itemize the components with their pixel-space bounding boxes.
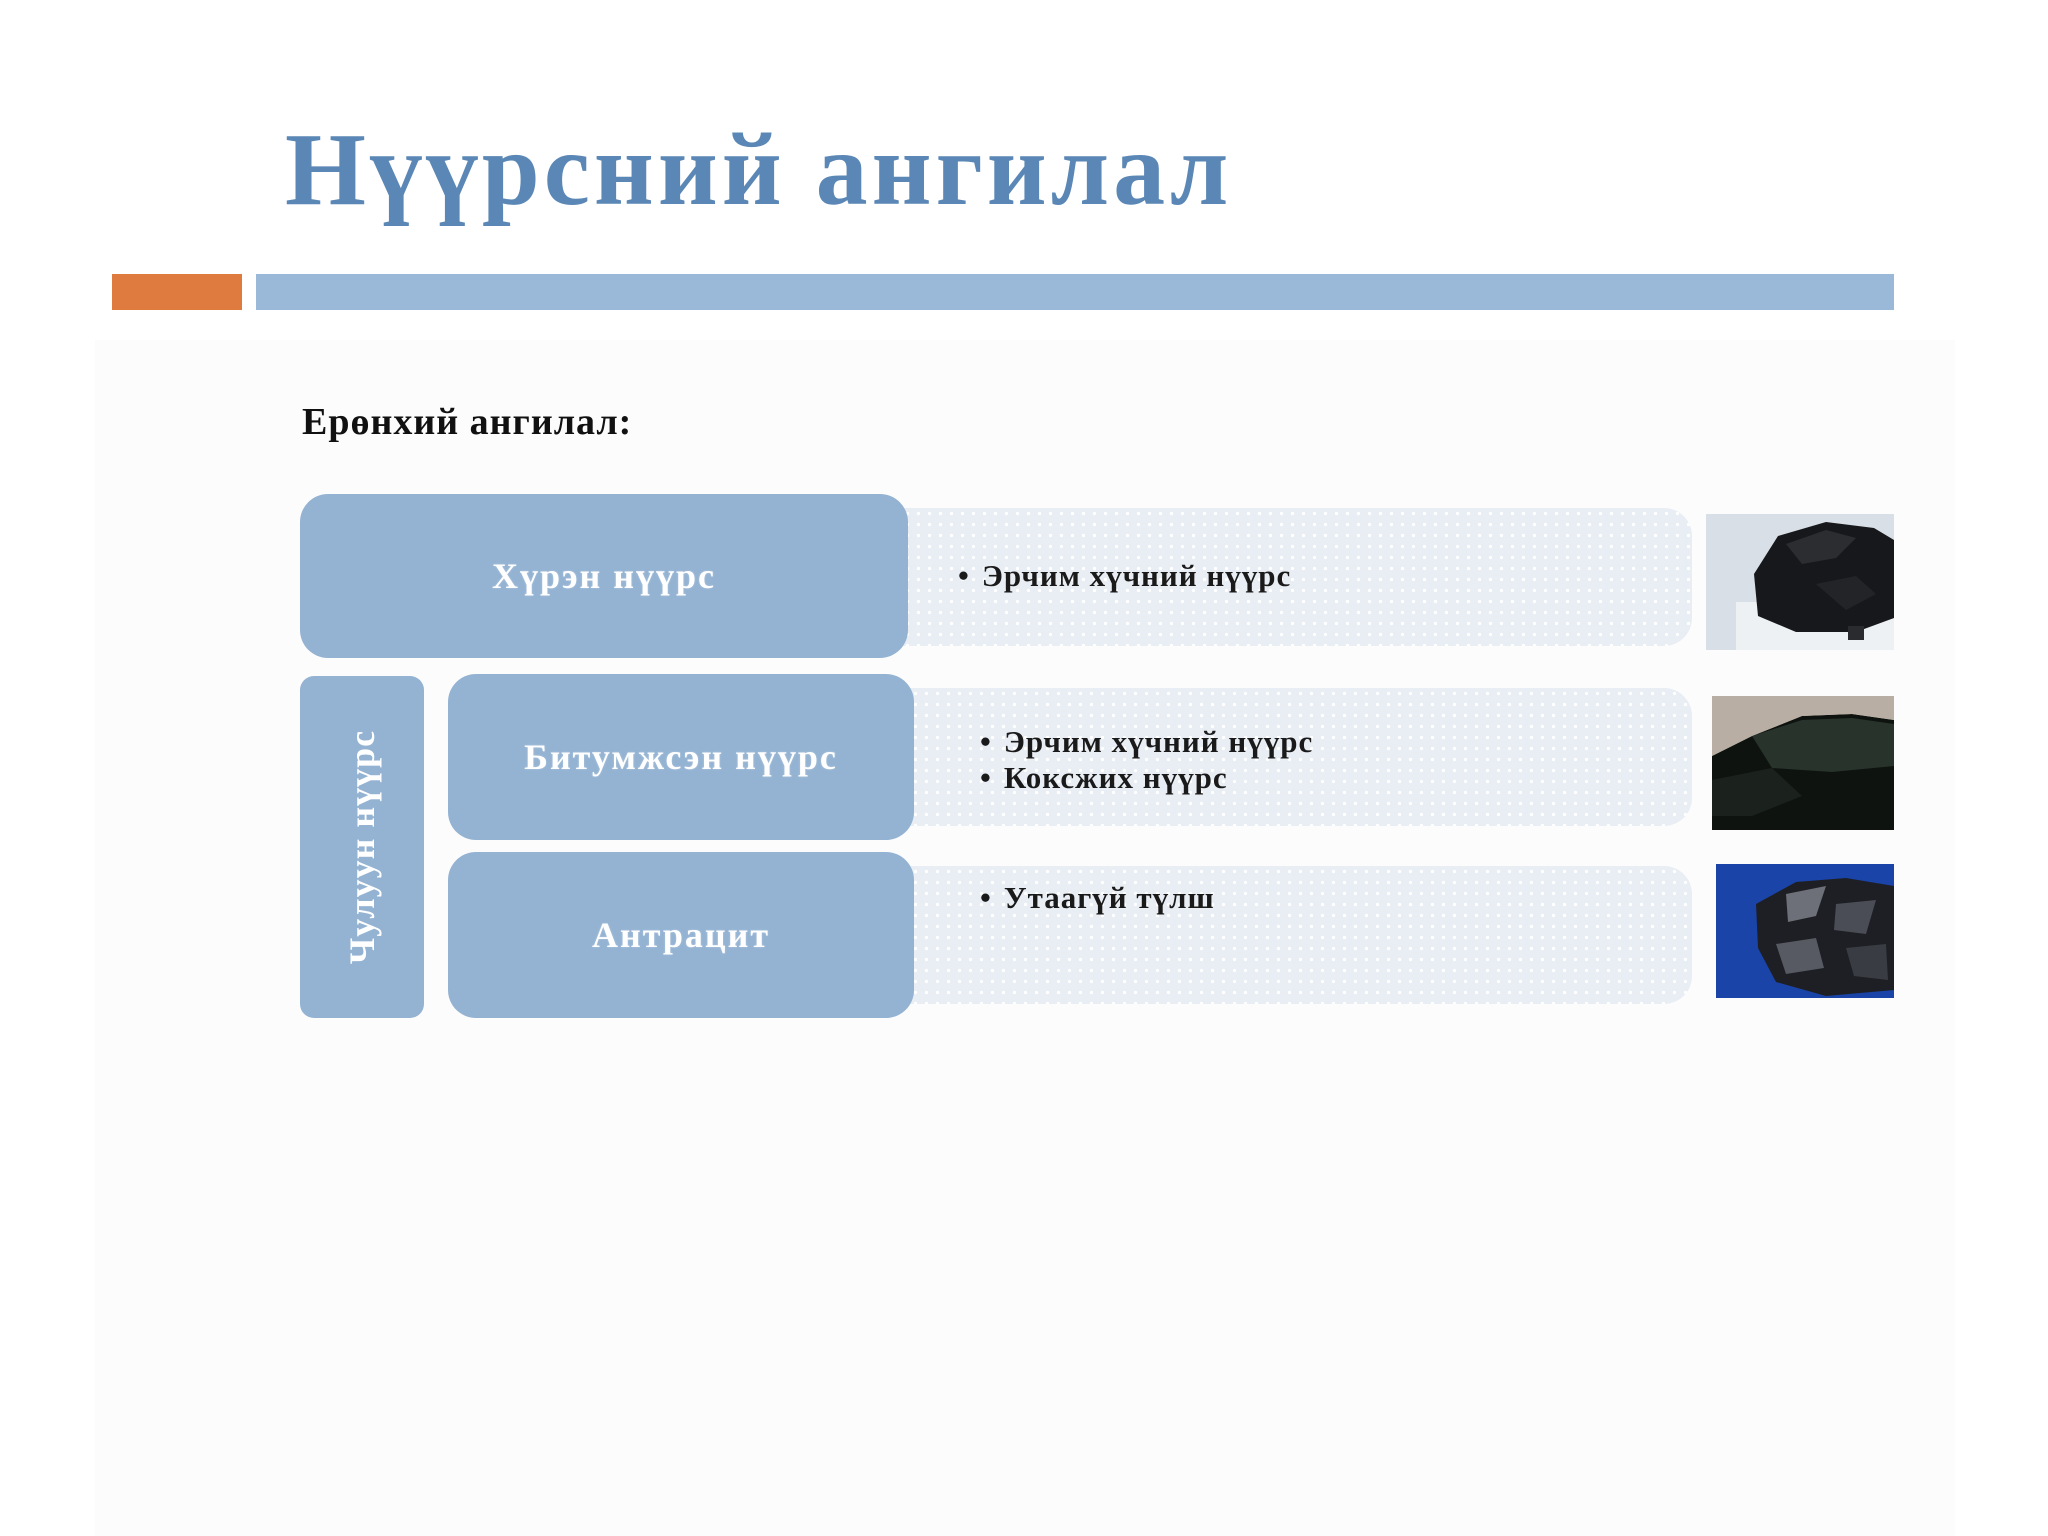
brown-coal-photo bbox=[1706, 514, 1894, 650]
anthracite-image bbox=[1716, 864, 1894, 998]
list-item: • Утаагүй түлш bbox=[980, 880, 1215, 916]
bituminous-coal-image bbox=[1712, 696, 1894, 830]
group-label: Чулуун нүүрс bbox=[342, 729, 382, 965]
category-label: Хүрэн нүүрс bbox=[491, 555, 717, 596]
anthracite-description-panel bbox=[888, 866, 1692, 1004]
category-bituminous bbox=[448, 674, 914, 840]
slide-title: Нүүрсний ангилал bbox=[285, 112, 1233, 227]
hard-coal-group-box bbox=[300, 676, 424, 1018]
title-accent-orange-bar bbox=[112, 274, 242, 310]
anthracite-uses-list bbox=[980, 880, 1215, 916]
list-item: • Коксжих нүүрс bbox=[980, 760, 1313, 796]
category-brown-coal bbox=[300, 494, 908, 658]
brown-coal-description-panel bbox=[880, 508, 1692, 646]
title-accent-blue-bar bbox=[256, 274, 1894, 310]
list-item: • Эрчим хүчний нүүрс bbox=[980, 724, 1313, 760]
brown-coal-uses-list bbox=[958, 558, 1291, 594]
brown-coal-image bbox=[1706, 514, 1894, 650]
section-subtitle: Ерөнхий ангилал: bbox=[302, 401, 633, 443]
anthracite-photo bbox=[1716, 864, 1894, 998]
list-item: • Эрчим хүчний нүүрс bbox=[958, 558, 1291, 594]
category-anthracite bbox=[448, 852, 914, 1018]
bituminous-description-panel bbox=[888, 688, 1692, 826]
category-label: Битумжсэн нүүрс bbox=[524, 736, 838, 777]
bituminous-uses-list bbox=[980, 724, 1313, 796]
bituminous-coal-photo bbox=[1712, 696, 1894, 830]
category-label: Антрацит bbox=[591, 914, 771, 955]
